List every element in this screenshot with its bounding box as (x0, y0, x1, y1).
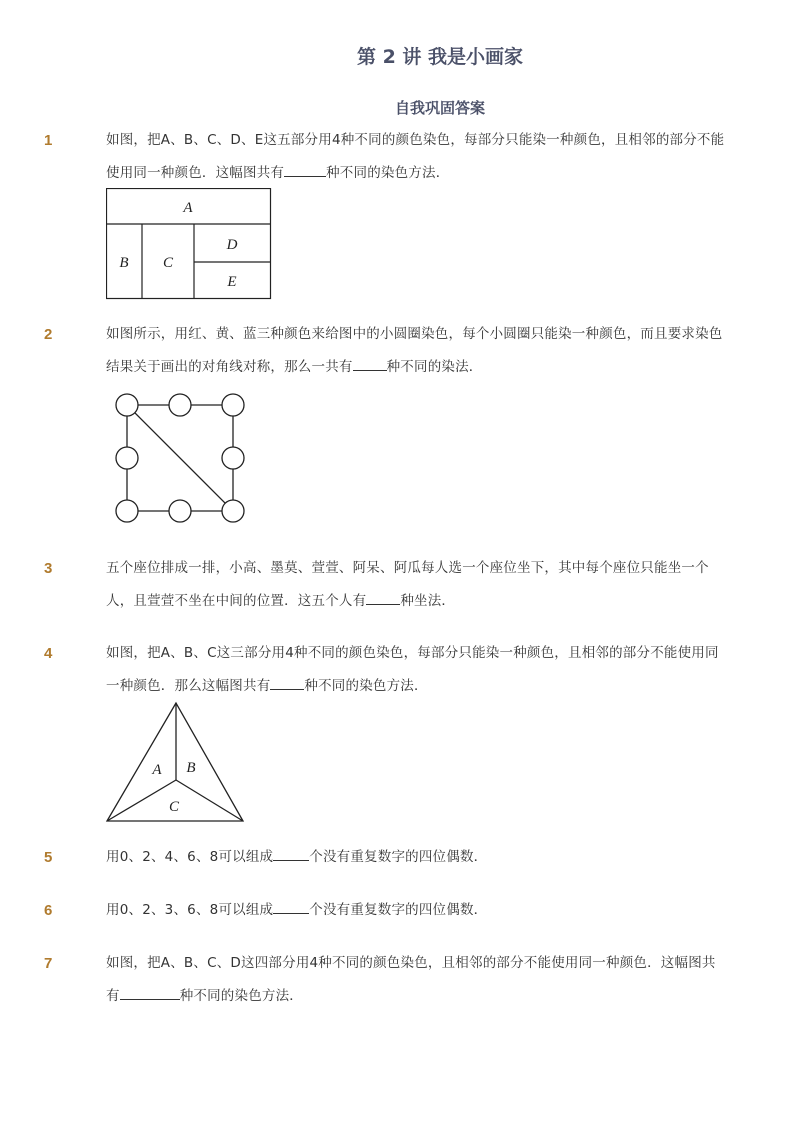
question-text-before: 如图，把A、B、C、D这四部分用4种不同的颜色染色，且相邻的部分不能使用同一种颜色．这幅图共有 (106, 955, 716, 1004)
small-circle (116, 500, 138, 522)
question-text-after: 种不同的染法． (386, 359, 483, 375)
answer-blank[interactable] (273, 846, 309, 861)
question-number: 3 (44, 560, 53, 577)
question-number: 7 (44, 955, 53, 972)
diagonal-line (127, 405, 233, 511)
region-label-c: C (162, 255, 174, 271)
question-text-after: 种不同的染色方法． (326, 165, 450, 181)
divider-line (107, 780, 176, 821)
region-label-c: C (168, 799, 180, 815)
small-circle (222, 500, 244, 522)
answer-blank[interactable] (120, 985, 180, 1000)
small-circle (116, 394, 138, 416)
question-text-after: 个没有重复数字的四位偶数． (309, 902, 488, 918)
region-label-e: E (227, 274, 237, 290)
question-text-before: 五个座位排成一排，小高、墨莫、萱萱、阿呆、阿瓜每人选一个座位坐下，其中每个座位只能坐一个人，且萱萱不坐在中间的位置．这五个人有 (106, 560, 709, 609)
question-text-before: 用0、2、4、6、8可以组成 (106, 849, 274, 865)
answer-blank[interactable] (270, 675, 304, 690)
question-number: 1 (44, 132, 53, 149)
answer-blank[interactable] (273, 899, 309, 914)
region-label-b: B (119, 255, 129, 271)
small-circle (116, 447, 138, 469)
region-label-a: A (152, 762, 162, 778)
question-text (106, 841, 726, 874)
question-text-before: 如图，把A、B、C、D、E这五部分用4种不同的颜色染色，每部分只能染一种颜色，且相邻的部分不能使用同一种颜色．这幅图共有 (106, 132, 725, 181)
question-number: 4 (44, 645, 53, 662)
question-text-after: 种坐法． (400, 593, 456, 609)
small-circle (169, 500, 191, 522)
question-text (106, 894, 726, 927)
region-label-d: D (226, 237, 238, 253)
question-text (106, 124, 726, 190)
small-circle (222, 447, 244, 469)
question-number: 6 (44, 902, 53, 919)
question-text-before: 如图所示，用红、黄、蓝三种颜色来给图中的小圆圈染色，每个小圆圈只能染一种颜色，而且要求染色结果关于画出的对角线对称，那么一共有 (106, 326, 723, 375)
region-label-a: A (183, 200, 193, 216)
page-title: 第 2 讲 我是小画家 (356, 46, 524, 68)
question-text (106, 637, 726, 703)
figure-circle-square (112, 390, 248, 526)
question-text (106, 947, 726, 1013)
question-text-before: 如图，把A、B、C这三部分用4种不同的颜色染色，每部分只能染一种颜色，且相邻的部分不能使用同一种颜色．那么这幅图共有 (106, 645, 719, 694)
question-text-after: 种不同的染色方法． (304, 678, 428, 694)
divider-line (176, 780, 243, 821)
question-text-after: 种不同的染色方法． (179, 988, 304, 1004)
small-circle (222, 394, 244, 416)
answer-blank[interactable] (353, 356, 387, 371)
question-number: 5 (44, 849, 53, 866)
figure-rectangle-regions (106, 188, 272, 300)
small-circle (169, 394, 191, 416)
question-text-after: 个没有重复数字的四位偶数． (309, 849, 488, 865)
question-number: 2 (44, 326, 53, 343)
region-label-b: B (186, 760, 196, 776)
question-text (106, 318, 726, 384)
section-title: 自我巩固答案 (394, 99, 485, 117)
answer-blank[interactable] (284, 162, 326, 177)
answer-blank[interactable] (366, 590, 400, 605)
question-text (106, 552, 726, 618)
question-text-before: 用0、2、3、6、8可以组成 (106, 902, 274, 918)
figure-triangle-regions (104, 700, 246, 824)
